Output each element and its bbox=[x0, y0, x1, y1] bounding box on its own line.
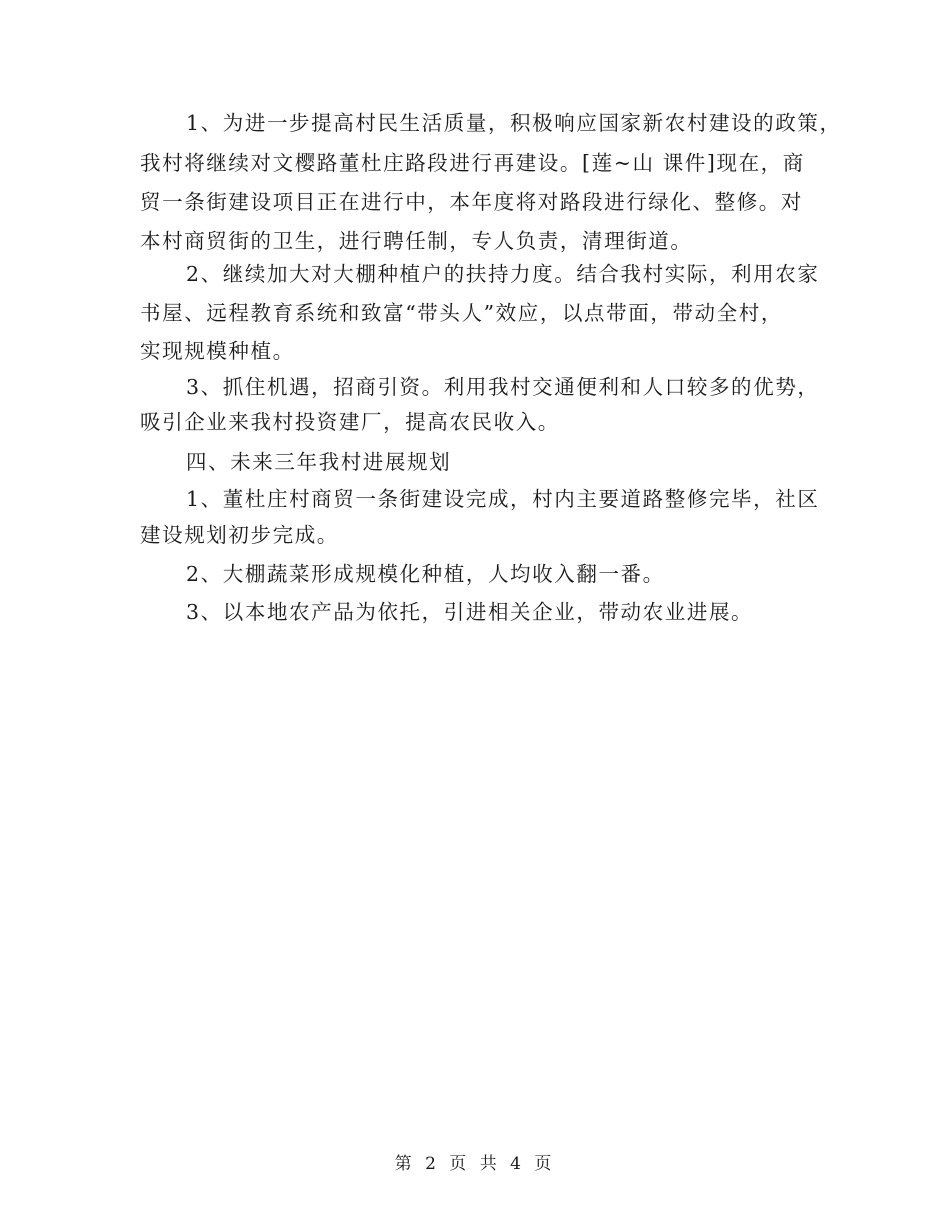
paragraph-1-line-4: 本村商贸街的卫生，进行聘任制，专人负责，清理街道。 bbox=[140, 229, 693, 253]
plan-item-1-line-1: 1、董杜庄村商贸一条街建设完成，村内主要道路整修完毕，社区 bbox=[186, 487, 820, 511]
paragraph-1-line-3: 贸一条街建设项目正在进行中，本年度将对路段进行绿化、整修。对 bbox=[140, 190, 803, 214]
paragraph-2-line-3: 实现规模种植。 bbox=[140, 339, 295, 363]
paragraph-2-line-2: 书屋、远程教育系统和致富“带头人”效应，以点带面，带动全村， bbox=[140, 301, 783, 325]
section-heading: 四、未来三年我村进展规划 bbox=[186, 450, 452, 474]
plan-item-3: 3、以本地农产品为依托，引进相关企业，带动农业进展。 bbox=[186, 600, 754, 624]
paragraph-3-line-1: 3、抓住机遇，招商引资。利用我村交通便利和人口较多的优势， bbox=[186, 375, 820, 399]
paragraph-2-line-1: 2、继续加大对大棚种植户的扶持力度。结合我村实际，利用农家 bbox=[186, 262, 820, 286]
paragraph-3-line-2: 吸引企业来我村投资建厂，提高农民收入。 bbox=[140, 410, 560, 434]
paragraph-1-line-1: 1、为进一步提高村民生活质量，积极响应国家新农村建设的政策， bbox=[186, 111, 842, 135]
page-number-footer: 第 2 页 共 4 页 bbox=[394, 1154, 556, 1174]
paragraph-1-line-2: 我村将继续对文樱路董杜庄路段进行再建设。[莲~山 课件]现在，商 bbox=[140, 151, 805, 175]
plan-item-1-line-2: 建设规划初步完成。 bbox=[140, 523, 339, 547]
plan-item-2: 2、大棚蔬菜形成规模化种植，人均收入翻一番。 bbox=[186, 562, 665, 586]
